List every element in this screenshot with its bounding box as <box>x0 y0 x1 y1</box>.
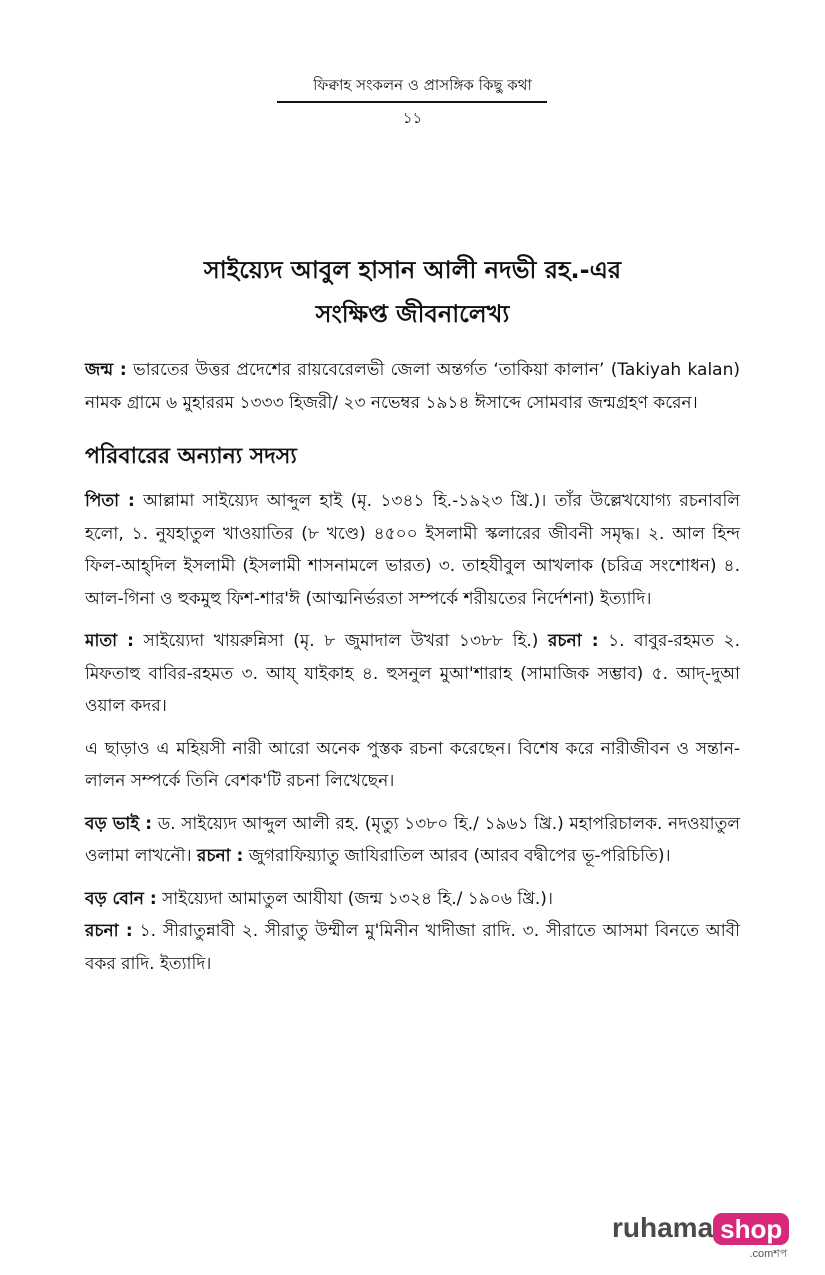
elder-brother-label: বড় ভাই : <box>85 813 153 834</box>
chapter-title-line-2: সংক্ষিপ্ত জীবনালেখ্য <box>315 300 510 328</box>
father-label: পিতা : <box>85 491 135 511</box>
body-text <box>85 354 740 990</box>
page-number: ১১ <box>402 109 423 127</box>
elder-brother-text: ড. সাইয়্যেদ আব্দুল আলী রহ. (মৃত্যু ১৩৮০ হি./ ১৯৬১ খ্রি.) মহাপরিচালক. নদওয়াতুল ওলামা লাখনৌ। <box>85 813 741 866</box>
birth-text: ভারতের উত্তর প্রদেশের রায়বেরেলভী জেলা অন্তর্গত ‘তাকিয়া কালান’ (Takiyah kalan) নামক গ্রামে ৬ মুহাররম ১৩৩৩ হিজরী/ ২৩ নভেম্বর ১৯১৪ ঈসাব্দে সোমবার জন্মগ্রহণ করেন। <box>85 360 741 413</box>
logo-domain: .comশপ <box>749 1248 788 1260</box>
chapter-title <box>80 248 745 336</box>
father-text: আল্লামা সাইয়্যেদ আব্দুল হাই (মৃ. ১৩৪১ হি.-১৯২৩ খ্রি.)। তাঁর উল্লেখযোগ্য রচনাবলি হলো, ১. নুযহাতুল খাওয়াতির (৮ খণ্ডে) ৪৫০০ ইসলামী স্কলারের জীবনী সমৃদ্ধ। ২. আল হিন্দ ফিল-আহ্‌দিল ইসলামী (ইসলামী শাসনামলে ভারত) ৩. তাহযীবুল আখলাক (চরিত্র সংশোধন) ৪. আল-গিনা ও হুকমুহু ফিশ-শার'ঈ (আত্মনির্ভরতা সম্পর্কে শরীয়তের নির্দেশনা) ইত্যাদি। <box>85 491 740 609</box>
elder-sister-paragraph <box>85 883 740 981</box>
elder-sister-works-text: ১. সীরাতুন্নাবী ২. সীরাতু উম্মীল মু'মিনীন খাদীজা রাদি. ৩. সীরাতে আসমা বিনতে আবী বকর রাদি. ইত্যাদি। <box>85 921 740 974</box>
logo-wordmark: ruhama <box>612 1212 714 1243</box>
ruhamashop-logo <box>612 1212 789 1260</box>
running-header-title: ফিক্বাহ সংকলন ও প্রাসঙ্গিক কিছু কথা <box>313 76 532 94</box>
chapter-title-line-1: সাইয়্যেদ আবুল হাসান আলী নদভী রহ.-এর <box>203 256 622 284</box>
mother-text: সাইয়্যেদা খায়রুন্নিসা (মৃ. ৮ জুমাদাল উখরা ১৩৮৮ হি.) <box>143 631 539 651</box>
mother-paragraph <box>85 625 740 723</box>
elder-sister-works-label: রচনা : <box>85 921 133 941</box>
elder-brother-works-label: রচনা : <box>196 846 244 866</box>
birth-label: জন্ম : <box>85 360 127 380</box>
elder-sister-label: বড় বোন : <box>85 888 157 909</box>
father-paragraph <box>85 485 740 615</box>
mother-works-label: রচনা : <box>548 631 599 651</box>
header-rule <box>277 101 547 103</box>
birth-paragraph <box>85 354 740 419</box>
elder-brother-works-text: জুগরাফিয়্যাতু জাযিরাতিল আরব (আরব বদ্বীপের ভূ-পরিচিতি)। <box>248 846 671 866</box>
elder-brother-paragraph <box>85 808 740 873</box>
mother-note-paragraph: এ ছাড়াও এ মহিয়সী নারী আরো অনেক পুস্তক রচনা করেছেন। বিশেষ করে নারীজীবন ও সন্তান-লালন সম্পর্কে তিনি বেশক'টি রচনা লিখেছেন। <box>85 738 740 791</box>
logo-shop-badge: shop <box>713 1213 789 1245</box>
mother-label: মাতা : <box>85 631 134 651</box>
elder-sister-text: সাইয়্যেদা আমাতুল আযীযা (জন্ম ১৩২৪ হি./ ১৯০৬ খ্রি.)। <box>162 888 553 909</box>
mother-works-text: ১. বাবুর-রহমত ২. মিফতাহু বাবির-রহমত ৩. আয্ যাইকাহ ৪. হুসনুল মুআ'শারাহ (সামাজিক সম্ভাব) ৫. আদ্-দুআ ওয়াল কদর। <box>85 631 741 716</box>
family-heading: পরিবারের অন্যান্য সদস্য <box>85 444 297 469</box>
